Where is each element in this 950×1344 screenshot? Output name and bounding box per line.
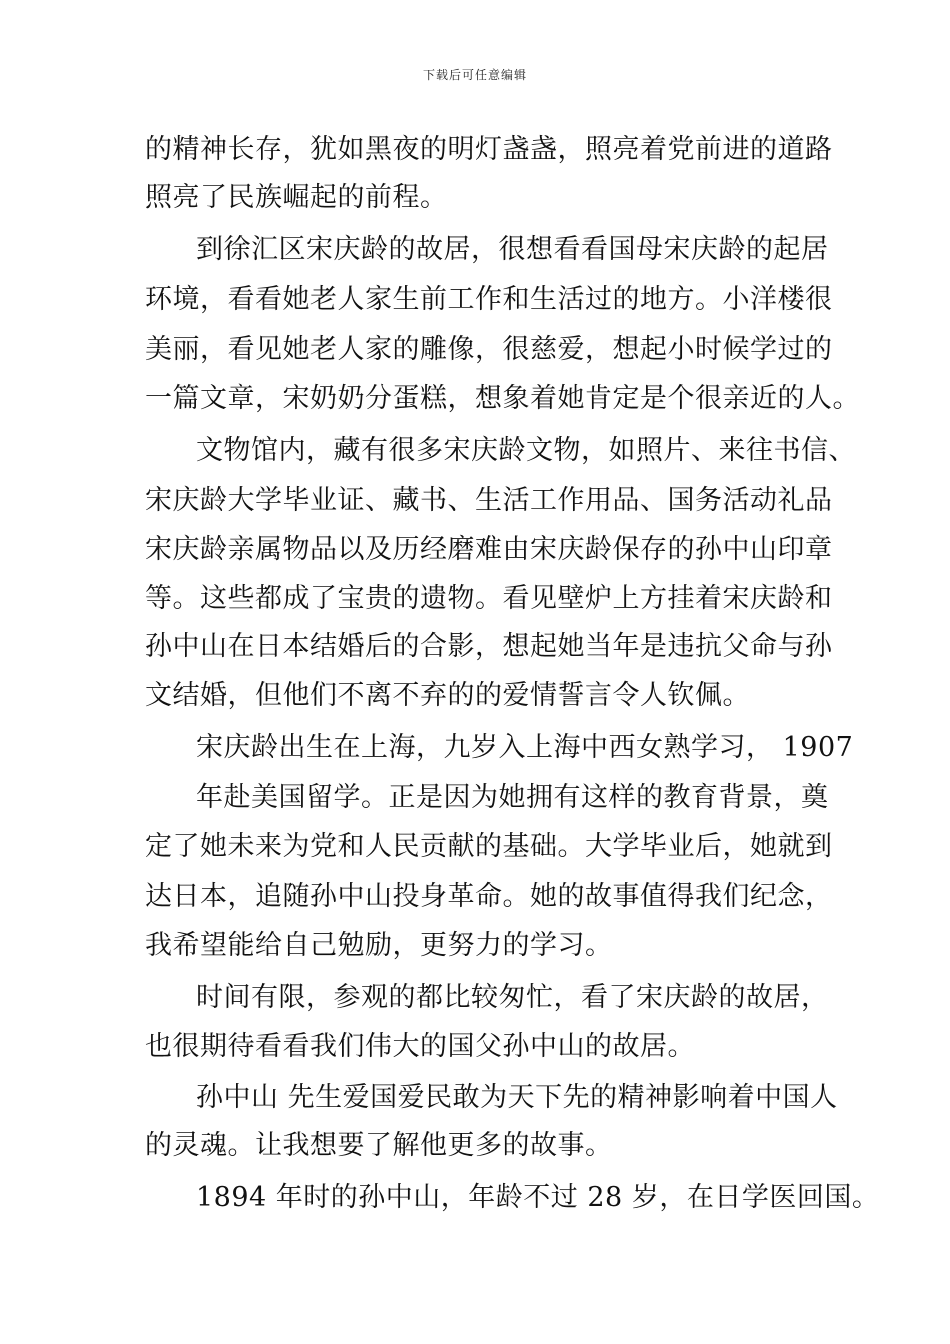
text-line: 宋庆龄亲属物品以及历经磨难由宋庆龄保存的孙中山印章 <box>145 534 833 565</box>
text-line: 美丽，看见她老人家的雕像，很慈爱，想起小时候学过的 <box>145 334 833 365</box>
text-line: 到徐汇区宋庆龄的故居，很想看看国母宋庆龄的起居 <box>196 234 829 265</box>
text-line: 宋庆龄大学毕业证、藏书、生活工作用品、国务活动礼品 <box>145 485 833 516</box>
text-line: 我希望能给自己勉励，更努力的学习。 <box>145 930 613 961</box>
page-header: 下载后可任意编辑 <box>422 68 527 82</box>
text-line: 的灵魂。让我想要了解他更多的故事。 <box>145 1130 613 1161</box>
text-line: 定了她未来为党和人民贡献的基础。大学毕业后，她就到 <box>145 831 833 862</box>
text-line: 宋庆龄出生在上海，九岁入上海中西女熟学习， 1907 <box>196 732 854 763</box>
text-line: 等。这些都成了宝贵的遗物。看见壁炉上方挂着宋庆龄和 <box>145 583 833 614</box>
text-line: 时间有限，参观的都比较匆忙，看了宋庆龄的故居， <box>196 982 829 1013</box>
text-line: 孙中山在日本结婚后的合影，想起她当年是违抗父命与孙 <box>145 631 833 662</box>
text-line: 年赴美国留学。正是因为她拥有这样的教育背景，奠 <box>196 782 829 813</box>
text-line: 孙中山 先生爱国爱民敢为天下先的精神影响着中国人 <box>196 1082 838 1113</box>
text-line: 文结婚，但他们不离不弃的的爱情誓言令人钦佩。 <box>145 680 750 711</box>
text-line: 的精神长存，犹如黑夜的明灯盏盏，照亮着党前进的道路 <box>145 134 833 165</box>
text-line: 一篇文章，宋奶奶分蛋糕，想象着她肯定是个很亲近的人。 <box>145 383 860 414</box>
text-line: 照亮了民族崛起的前程。 <box>145 182 448 213</box>
text-line: 1894 年时的孙中山，年龄不过 28 岁，在日学医回国。 <box>196 1182 880 1213</box>
text-line: 文物馆内，藏有很多宋庆龄文物，如照片、来往书信、 <box>196 435 856 466</box>
text-line: 环境，看看她老人家生前工作和生活过的地方。小洋楼很 <box>145 284 833 315</box>
text-line: 达日本，追随孙中山投身革命。她的故事值得我们纪念， <box>145 881 833 912</box>
text-line: 也很期待看看我们伟大的国父孙中山的故居。 <box>145 1031 695 1062</box>
